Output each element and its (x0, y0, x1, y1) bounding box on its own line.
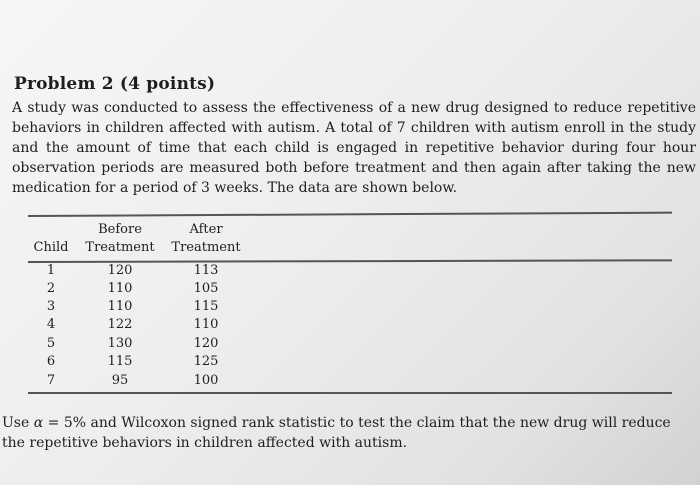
instruction-prefix: Use (2, 415, 34, 431)
problem-title: Problem 2 (4 points) (14, 74, 216, 94)
cell-before: 115 (107, 354, 133, 369)
cell-child: 7 (46, 373, 56, 388)
instruction-rest: = 5% and Wilcoxon signed rank statistic to test the claim that the new drug will reduce the repetitive behaviors in children affected with autism. (2, 415, 671, 451)
cell-child: 6 (46, 354, 56, 369)
header-after-line2: Treatment (171, 240, 241, 255)
cell-child: 1 (46, 263, 56, 278)
cell-after: 100 (193, 373, 219, 388)
cell-child: 2 (46, 281, 56, 296)
cell-before: 95 (111, 373, 129, 388)
cell-after: 115 (193, 299, 219, 314)
header-after-line1: After (189, 222, 223, 237)
table-top-rule (28, 212, 672, 217)
header-before-line1: Before (98, 222, 142, 237)
cell-child: 5 (46, 336, 56, 351)
cell-before: 130 (107, 336, 133, 351)
problem-description: A study was conducted to assess the effectiveness of a new drug designed to reduce repetitive behaviors in children affected with autism. A total of 7 children with autism enroll in the study and the amount of time that each child is engaged in repetitive behavior during four hour observation periods are measured both before treatment and then again after taking the new medication for a period of 3 weeks. The data are shown below. (12, 100, 696, 196)
cell-after: 120 (193, 336, 219, 351)
header-child: Child (33, 240, 69, 255)
cell-after: 105 (193, 281, 219, 296)
cell-before: 110 (107, 281, 133, 296)
cell-child: 3 (46, 299, 56, 314)
header-before-line2: Treatment (85, 240, 155, 255)
cell-before: 122 (107, 317, 133, 332)
cell-child: 4 (46, 317, 56, 332)
cell-after: 110 (193, 317, 219, 332)
cell-before: 120 (107, 263, 133, 278)
cell-before: 110 (107, 299, 133, 314)
table-bottom-rule (28, 392, 672, 394)
cell-after: 125 (193, 354, 219, 369)
instruction-text (2, 413, 694, 453)
cell-after: 113 (193, 263, 219, 278)
alpha-symbol: α (33, 415, 44, 431)
